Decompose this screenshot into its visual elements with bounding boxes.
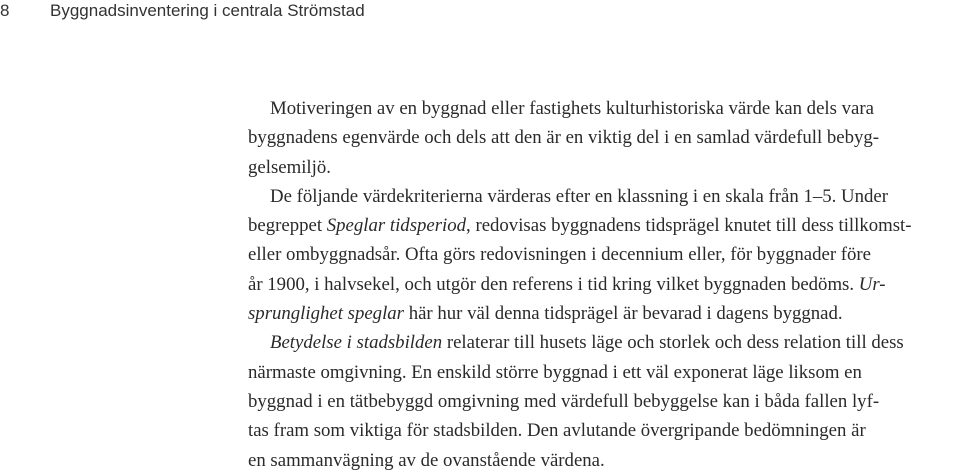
text-line [248,446,960,475]
text-segment: Motiveringen av en byggnad eller fastighets kulturhistoriska värde kan dels vara [270,98,874,119]
text-line [248,153,960,182]
text-segment: , redovisas byggnadens tidsprägel knutet till dess tillkomst- [466,215,912,237]
text-segment: eller ombyggnadsår. Ofta görs redovisningen i decennium eller, för byggnader före [248,244,871,266]
text-segment: gelsemiljö. [248,156,331,178]
italic-term: Betydelse i stadsbilden [270,332,443,354]
italic-term: Speglar tidsperiod [326,215,467,237]
text-line [248,211,960,240]
running-title: Byggnadsinventering i centrala Strömstad [50,1,365,20]
text-line [248,182,960,211]
text-line [248,240,960,269]
text-segment: år 1900, i halvsekel, och utgör den referens i tid kring vilket byggnaden bedöms. [248,273,859,295]
body-text [248,94,960,475]
italic-term: sprunglighet speglar [248,303,404,325]
text-line [248,387,960,416]
running-head [0,1,365,21]
text-line [248,416,960,445]
text-segment: närmaste omgivning. En enskild större byggnad i ett väl exponerat läge liksom en [248,361,862,383]
text-segment: byggnad i en tätbebyggd omgivning med värdefull bebyggelse kan i båda fallen lyf- [248,390,880,412]
text-segment: De följande värdekriterierna värderas efter en klassning i en skala från 1–5. Under [270,185,888,207]
text-segment: byggnadens egenvärde och dels att den är en viktig del i en samlad värdefull bebyg- [248,127,880,149]
text-segment: tas fram som viktiga för stadsbilden. Den avlutande övergripande bedömningen är [248,420,866,442]
text-segment: här hur väl denna tidsprägel är bevarad i dagens byggnad. [404,303,843,325]
text-segment: begreppet [248,215,327,237]
text-segment: en sammanvägning av de ovanstående värdena. [248,449,605,471]
text-line [248,328,960,357]
text-line [248,123,960,152]
page-number: 8 [0,1,10,20]
text-line [248,358,960,387]
text-segment: relaterar till husets läge och storlek och dess relation till dess [442,332,904,354]
text-line [248,270,960,299]
text-line [248,94,960,123]
text-line [248,299,960,328]
italic-term: Ur- [858,273,886,295]
